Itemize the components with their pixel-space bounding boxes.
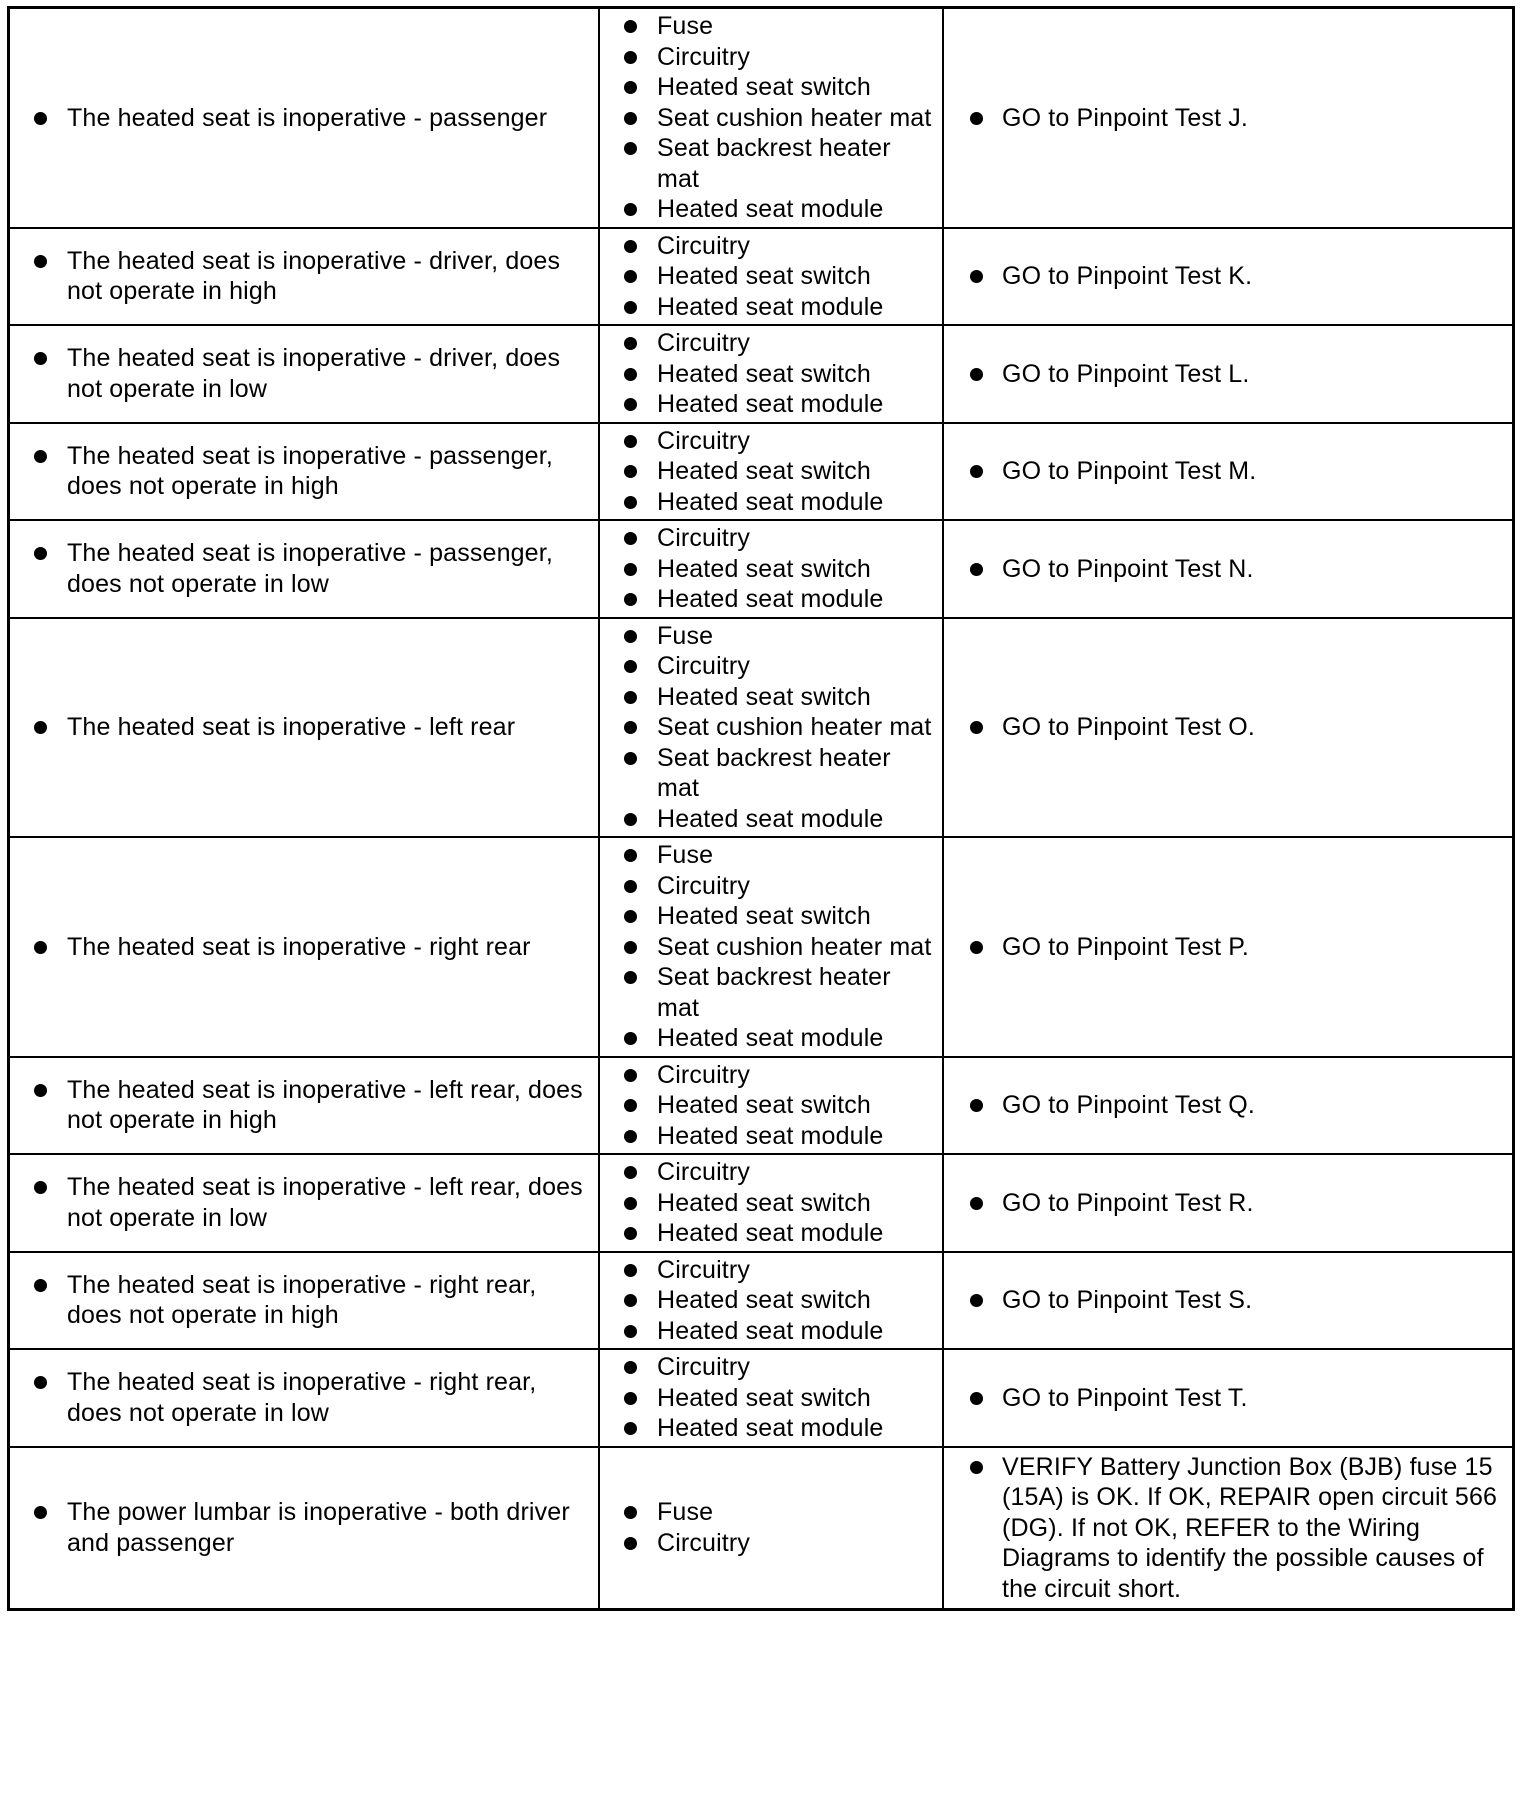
- action-text: GO to Pinpoint Test Q.: [1002, 1090, 1502, 1121]
- possible-source-cell: [599, 1349, 943, 1447]
- possible-source-item: Heated seat module: [657, 1023, 936, 1054]
- condition-list: [10, 534, 598, 603]
- table-row: [10, 423, 1512, 521]
- condition-list: [10, 437, 598, 506]
- table-row: [10, 1252, 1512, 1350]
- possible-source-item: Heated seat module: [657, 804, 936, 835]
- possible-source-item: Heated seat module: [657, 1121, 936, 1152]
- condition-cell: [10, 1349, 599, 1447]
- possible-source-cell: [599, 837, 943, 1057]
- possible-source-cell: [599, 9, 943, 228]
- condition-cell: [10, 325, 599, 423]
- action-list: [944, 928, 1512, 967]
- condition-cell: [10, 228, 599, 326]
- possible-source-item: Circuitry: [657, 871, 936, 902]
- possible-source-item: Heated seat switch: [657, 901, 936, 932]
- possible-source-list: [600, 424, 942, 520]
- possible-source-cell: [599, 1252, 943, 1350]
- action-cell: [943, 618, 1512, 838]
- possible-source-item: Heated seat switch: [657, 554, 936, 585]
- symptom-table-body: [10, 9, 1512, 1608]
- action-cell: [943, 1349, 1512, 1447]
- possible-source-item: Heated seat switch: [657, 456, 936, 487]
- condition-text: The heated seat is inoperative - right rear: [67, 932, 588, 963]
- possible-source-item: Heated seat module: [657, 1413, 936, 1444]
- condition-text: The heated seat is inoperative - right rear, does not operate in high: [67, 1270, 588, 1331]
- table-row: [10, 9, 1512, 228]
- condition-list: [10, 1168, 598, 1237]
- action-list: [944, 550, 1512, 589]
- possible-source-item: Heated seat switch: [657, 1285, 936, 1316]
- action-text: GO to Pinpoint Test R.: [1002, 1188, 1502, 1219]
- possible-source-list: [600, 619, 942, 837]
- table-row: [10, 1447, 1512, 1609]
- action-cell: [943, 423, 1512, 521]
- condition-text: The heated seat is inoperative - left rear, does not operate in low: [67, 1172, 588, 1233]
- possible-source-item: Heated seat switch: [657, 1383, 936, 1414]
- possible-source-cell: [599, 520, 943, 618]
- table-row: [10, 837, 1512, 1057]
- action-cell: [943, 1057, 1512, 1155]
- symptom-chart: [7, 6, 1515, 1611]
- action-cell: [943, 228, 1512, 326]
- possible-source-item: Seat backrest heater mat: [657, 133, 936, 194]
- action-cell: [943, 520, 1512, 618]
- possible-source-list: [600, 1253, 942, 1349]
- condition-text: The heated seat is inoperative - driver, does not operate in high: [67, 246, 588, 307]
- possible-source-cell: [599, 423, 943, 521]
- possible-source-item: Circuitry: [657, 328, 936, 359]
- condition-list: [10, 708, 598, 747]
- condition-list: [10, 99, 598, 138]
- action-list: [944, 1448, 1512, 1609]
- possible-source-cell: [599, 1447, 943, 1609]
- possible-source-item: Circuitry: [657, 1255, 936, 1286]
- possible-source-item: Heated seat switch: [657, 1188, 936, 1219]
- possible-source-item: Heated seat module: [657, 584, 936, 615]
- action-text: VERIFY Battery Junction Box (BJB) fuse 15 (15A) is OK. If OK, REPAIR open circuit 566 (DG). If not OK, REFER to the Wiring Diagrams to identify the possible causes of the circuit short.: [1002, 1452, 1502, 1605]
- possible-source-item: Seat backrest heater mat: [657, 743, 936, 804]
- action-text: GO to Pinpoint Test M.: [1002, 456, 1502, 487]
- possible-source-item: Circuitry: [657, 426, 936, 457]
- action-text: GO to Pinpoint Test J.: [1002, 103, 1502, 134]
- possible-source-item: Seat backrest heater mat: [657, 962, 936, 1023]
- action-list: [944, 452, 1512, 491]
- action-text: GO to Pinpoint Test O.: [1002, 712, 1502, 743]
- action-list: [944, 355, 1512, 394]
- possible-source-item: Circuitry: [657, 42, 936, 73]
- possible-source-list: [600, 229, 942, 325]
- possible-source-item: Heated seat module: [657, 292, 936, 323]
- condition-text: The power lumbar is inoperative - both driver and passenger: [67, 1497, 588, 1558]
- possible-source-cell: [599, 1057, 943, 1155]
- action-cell: [943, 1252, 1512, 1350]
- action-text: GO to Pinpoint Test P.: [1002, 932, 1502, 963]
- possible-source-list: [600, 1058, 942, 1154]
- possible-source-item: Seat cushion heater mat: [657, 103, 936, 134]
- possible-source-item: Fuse: [657, 840, 936, 871]
- condition-list: [10, 339, 598, 408]
- action-list: [944, 1086, 1512, 1125]
- action-text: GO to Pinpoint Test L.: [1002, 359, 1502, 390]
- possible-source-item: Heated seat switch: [657, 72, 936, 103]
- condition-cell: [10, 423, 599, 521]
- condition-text: The heated seat is inoperative - left rear: [67, 712, 588, 743]
- condition-list: [10, 242, 598, 311]
- possible-source-list: [600, 1350, 942, 1446]
- action-list: [944, 257, 1512, 296]
- possible-source-cell: [599, 618, 943, 838]
- action-cell: [943, 9, 1512, 228]
- action-text: GO to Pinpoint Test S.: [1002, 1285, 1502, 1316]
- possible-source-item: Circuitry: [657, 1528, 936, 1559]
- condition-text: The heated seat is inoperative - right rear, does not operate in low: [67, 1367, 588, 1428]
- possible-source-list: [600, 326, 942, 422]
- possible-source-item: Seat cushion heater mat: [657, 712, 936, 743]
- symptom-table: [10, 9, 1512, 1608]
- table-row: [10, 520, 1512, 618]
- possible-source-item: Fuse: [657, 1497, 936, 1528]
- possible-source-item: Heated seat module: [657, 389, 936, 420]
- table-row: [10, 1154, 1512, 1252]
- action-list: [944, 708, 1512, 747]
- action-cell: [943, 837, 1512, 1057]
- action-cell: [943, 1447, 1512, 1609]
- condition-list: [10, 1493, 598, 1562]
- action-text: GO to Pinpoint Test N.: [1002, 554, 1502, 585]
- possible-source-item: Circuitry: [657, 1157, 936, 1188]
- table-row: [10, 1349, 1512, 1447]
- possible-source-list: [600, 521, 942, 617]
- table-row: [10, 228, 1512, 326]
- possible-source-item: Heated seat switch: [657, 1090, 936, 1121]
- possible-source-item: Heated seat module: [657, 487, 936, 518]
- condition-text: The heated seat is inoperative - passenger, does not operate in low: [67, 538, 588, 599]
- possible-source-item: Circuitry: [657, 1060, 936, 1091]
- condition-text: The heated seat is inoperative - passenger: [67, 103, 588, 134]
- table-row: [10, 325, 1512, 423]
- condition-cell: [10, 1252, 599, 1350]
- condition-cell: [10, 1447, 599, 1609]
- table-row: [10, 618, 1512, 838]
- possible-source-item: Heated seat module: [657, 1316, 936, 1347]
- condition-text: The heated seat is inoperative - driver, does not operate in low: [67, 343, 588, 404]
- action-text: GO to Pinpoint Test K.: [1002, 261, 1502, 292]
- possible-source-list: [600, 9, 942, 227]
- condition-cell: [10, 837, 599, 1057]
- possible-source-item: Heated seat switch: [657, 261, 936, 292]
- condition-cell: [10, 618, 599, 838]
- possible-source-item: Seat cushion heater mat: [657, 932, 936, 963]
- condition-text: The heated seat is inoperative - passenger, does not operate in high: [67, 441, 588, 502]
- action-cell: [943, 325, 1512, 423]
- condition-cell: [10, 9, 599, 228]
- possible-source-cell: [599, 1154, 943, 1252]
- possible-source-list: [600, 1155, 942, 1251]
- condition-list: [10, 928, 598, 967]
- action-list: [944, 1379, 1512, 1418]
- possible-source-item: Fuse: [657, 11, 936, 42]
- table-row: [10, 1057, 1512, 1155]
- action-list: [944, 1281, 1512, 1320]
- condition-list: [10, 1363, 598, 1432]
- condition-text: The heated seat is inoperative - left rear, does not operate in high: [67, 1075, 588, 1136]
- possible-source-item: Heated seat module: [657, 194, 936, 225]
- action-text: GO to Pinpoint Test T.: [1002, 1383, 1502, 1414]
- action-cell: [943, 1154, 1512, 1252]
- possible-source-cell: [599, 228, 943, 326]
- condition-cell: [10, 1154, 599, 1252]
- condition-list: [10, 1071, 598, 1140]
- possible-source-item: Heated seat switch: [657, 682, 936, 713]
- possible-source-item: Circuitry: [657, 523, 936, 554]
- possible-source-item: Heated seat module: [657, 1218, 936, 1249]
- action-list: [944, 1184, 1512, 1223]
- condition-cell: [10, 1057, 599, 1155]
- possible-source-cell: [599, 325, 943, 423]
- action-list: [944, 99, 1512, 138]
- possible-source-item: Fuse: [657, 621, 936, 652]
- possible-source-item: Circuitry: [657, 1352, 936, 1383]
- possible-source-item: Circuitry: [657, 231, 936, 262]
- condition-list: [10, 1266, 598, 1335]
- possible-source-item: Circuitry: [657, 651, 936, 682]
- possible-source-list: [600, 838, 942, 1056]
- condition-cell: [10, 520, 599, 618]
- possible-source-item: Heated seat switch: [657, 359, 936, 390]
- possible-source-list: [600, 1495, 942, 1560]
